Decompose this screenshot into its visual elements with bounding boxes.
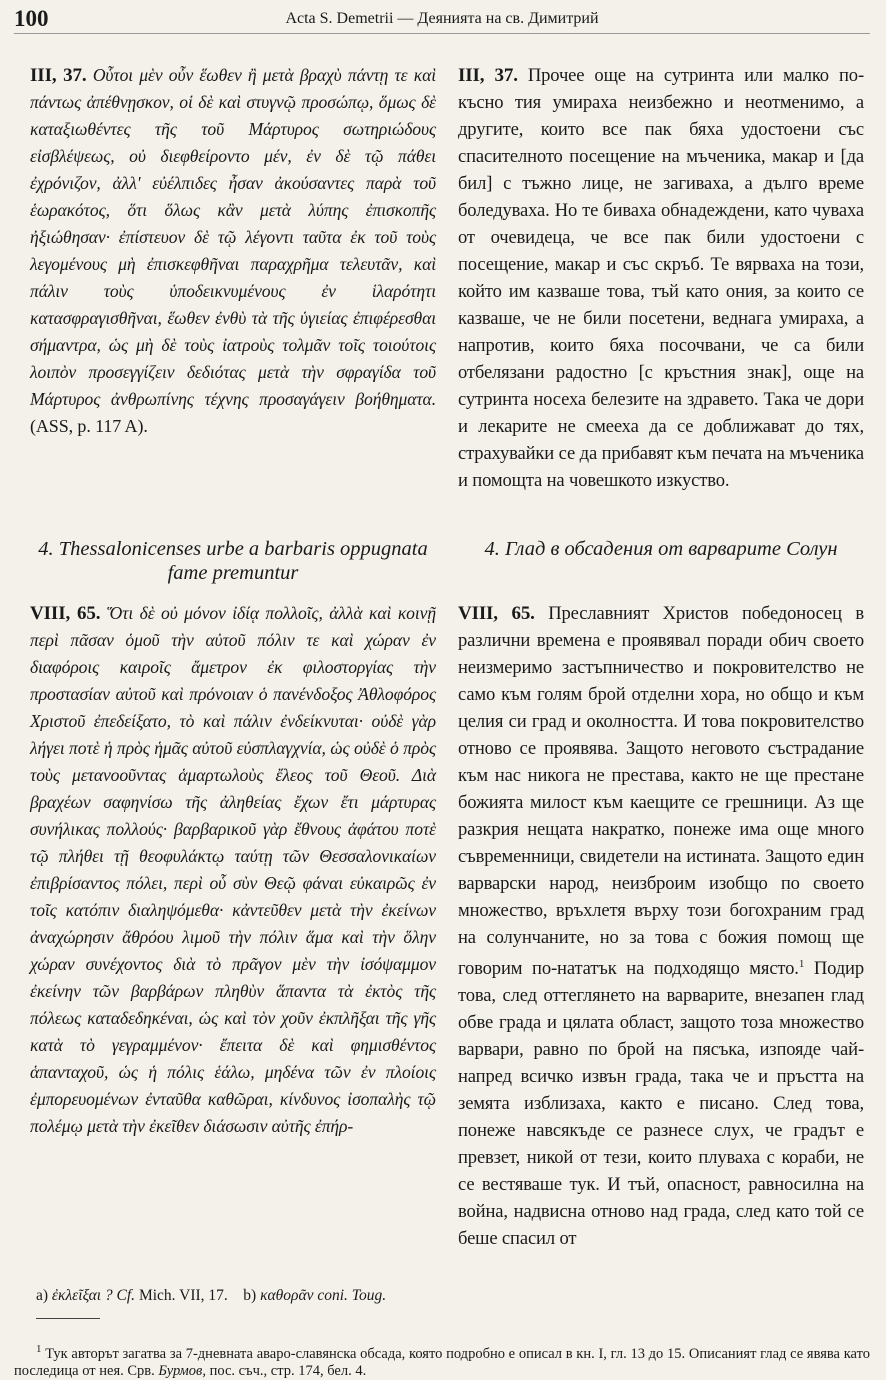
bulgarian-paragraph-iii-37: [458, 62, 864, 494]
footnote: [14, 1340, 870, 1380]
apparatus-label-a: a): [36, 1287, 48, 1304]
footnote-marker[interactable]: 1: [799, 958, 804, 970]
paragraph-text: Οὗτοι μὲν οὖν ἕωθεν ἢ μετὰ βραχὺ πάντῃ τε καὶ πάντως ἀπέθνῃσκον, οἱ δὲ καὶ στυγνῷ προσώπῳ, ὅμως δὲ καταξιωθέντες τῆς τοῦ Μάρτυρος σωτηριώδους εἰσβλέψεως, οὐ διεφθείροντο μέν, ἐν δὲ τῷ πάθει ἐχρόνιζον, ἀλλ' εὐέλπιδες ἦσαν ἀκούσαντες παρὰ τοῦ ἑωρακότος, ὅτι ὅλως κἂν μετὰ λύπης ἐπισκοπῆς ἠξιώθησαν· ἐπίστευον δὲ τῷ λέγοντι ταῦτα ἐκ τοῦ τοὺς λεγομένους μὴ ἐπισκεφθῆναι παραχρῆμα τελευτᾶν, καὶ πάλιν τοὺς ὑποδεικνυμένους ἐν ἱλαρότητι κατασφραγισθῆναι, ἕωθεν ἐνθὺ τὰ τῆς ὑγιείας ἐπιφέρεσθαι σήμαντρα, ὡς μὴ δὲ τοὺς ἰατροὺς τολμᾶν τοῖς τοιούτοις λοιπὸν προσεγγίζειν δεδιότας μετὰ τὴν σφραγίδα τοῦ Μάρτυρος ἀνθρωπίνης τέχνης προσαγάγειν βοήθηματα.: [30, 65, 436, 409]
critical-apparatus: [36, 1287, 386, 1305]
paragraph-number: VIII, 65.: [30, 603, 100, 624]
citation: (ASS, p. 117 A).: [30, 416, 148, 436]
paragraph-text-continued: Подир това, след оттеглянето на варварите, внезапен глад обве града и цялата област, защото тоза множество варвари, равно по брой на пясъка, изпояде чай-напред всичко извън града, така че и пръстта на земята изблизаха, както е писано. След това, понеже навсякъде се разнесе слух, че градът е превзет, никой от тези, които плуваха с кораби, не се вестяваше тук. И тъй, опасност, равносилна на война, надвисна отново над града, след като той се беше спасил от: [458, 958, 864, 1249]
apparatus-label-b: b): [243, 1287, 256, 1304]
greek-paragraph-iii-37: [30, 62, 436, 440]
apparatus-reading-b: καθορᾶν: [260, 1287, 313, 1304]
greek-paragraph-viii-65: [30, 600, 436, 1140]
apparatus-ref-b: Toug.: [352, 1287, 386, 1304]
footnote-text: Тук авторът загатва за 7-дневната аваро-славянска обсада, която подробно е описал в кн. I, гл. 13 до 15. Описаният глад се явява като последица от нея. Срв.: [14, 1345, 870, 1379]
apparatus-ref-a: Mich. VII, 17.: [139, 1287, 228, 1304]
apparatus-coni: coni.: [317, 1287, 348, 1304]
apparatus-cf: Cf.: [117, 1287, 136, 1304]
footnote-rule: [36, 1318, 100, 1319]
section-title-latin: 4. Thessalonicenses urbe a barbaris oppugnata fame premuntur: [30, 537, 436, 585]
apparatus-reading-a: ἐκλεῖξαι ?: [52, 1287, 113, 1304]
bulgarian-paragraph-viii-65: [458, 600, 864, 1252]
paragraph-number: III, 37.: [30, 65, 87, 86]
header-rule: [14, 33, 870, 34]
paragraph-text: Прочее още на сутринта или малко по-късно тия умираха неизбежно и неотменимо, а другите, които все пак бяха удостоени със спасителното посещение на мъченика, макар и [да бил] с тъжно лице, не загиваха, а дълго време боледуваха. Но те биваха обнадеждени, като чуваха от очевидеца, че все пак били удостоени с посещение, макар и със скръб. Те вярваха на този, който им казваше това, тъй като ония, за които се казваше, че не били посетени, веднага умираха, а напротив, които бяха посочвани, че са били отбелязани радостно [с кръстния знак], още на сутринта носеха белезите на здравето. Така че дори и лекарите не смееха да се доближават до тях, страхувайки се да прибавят към печата на мъченика и помощта на човешкото изкуство.: [458, 65, 864, 491]
footnote-number: 1: [36, 1343, 42, 1355]
paragraph-text: Преславният Христов победоносец в различни времена е проявявал поради обич своето неизмеримо застъпничество и покровителство не само към голям брой отделни хора, но общо и към целия си град и околността. И това покровителство отново се проявява. Защото неговото състрадание към нас никога не престава, както не ще престане божията милост към каещите се грешници. Аз ще разкрия нещата накратко, понеже има още много съвременници, свидетели на истината. Защото един варварски народ, неизброим изобщо по своето множество, връхлетя върху този богохраним град на солунчаните, но за това с божия помощ ще говорим по-нататък на подходящо място.: [458, 603, 864, 979]
footnote-tail: пос. съч., стр. 174, бел. 4.: [210, 1363, 367, 1379]
page-number: 100: [14, 6, 49, 32]
paragraph-number: III, 37.: [458, 65, 518, 86]
footnote-author: Бурмов,: [158, 1363, 206, 1379]
running-head: Acta S. Demetrii — Деянията на св. Димитрий: [14, 10, 870, 28]
page-header: [14, 6, 870, 32]
paragraph-number: VIII, 65.: [458, 603, 535, 624]
paragraph-text: Ὅτι δὲ οὐ μόνον ἰδίᾳ πολλοῖς, ἀλλὰ καὶ κοινῇ περὶ πᾶσαν ὁμοῦ τὴν αὐτοῦ πόλιν τε καὶ χώραν ἐν διαφόροις καιροῖς ἄμετρον ἐκ φιλοστοργίας τὴν προστασίαν αὐτοῦ καὶ πρόνοιαν ὁ πανένδοξος Ἀθλοφόρος Χριστοῦ ἐπεδείξατο, τὸ καὶ πάλιν ἐνδείκνυται· οὐδὲ γὰρ λήγει ποτὲ ἡ πρὸς ἡμᾶς αὐτοῦ εὐσπλαγχνία, ὡς οὐδὲ ὁ πρὸς τοὺς μετανοοῦντας ἁμαρτωλοὺς ἔλεος τοῦ Θεοῦ. Διὰ βραχέων σαφηνίσω τῆς ἀληθείας ἔχων ἔτι μάρτυρας συνήλικας πολλούς· βαρβαρικοῦ γὰρ ἔθνους ἀφάτου ποτὲ τῷ πλήθει τῇ θεοφυλάκτῳ ταύτῃ τῶν Θεσσαλονικαίων ἐπιβρίσαντος πόλει, περὶ οὗ σὺν Θεῷ φάναι εὐκαιρῶς ἐν τοῖς κατόπιν διαληψόμεθα· κἀντεῦθεν μετὰ τὴν ἐκείνων ἀναχώρησιν ἄθρόου λιμοῦ τὴν πόλιν ἅμα καὶ τὴν ὅλην χώραν συνέχοντος διὰ τὸ πρᾶγον μὲν τὴν ἰσόψαμμον ἐκείνην τῶν βαρβάρων πληθὺν ἅπαντα τὰ ἐκτὸς τῆς πόλεως καταδεδηκέναι, ὡς καὶ τὸν χοῦν ἐκπλῆξαι τῆς γῆς κατὰ τὸ γεγραμμένον· ἔπειτα δὲ καὶ φημισθέντος ἁπανταχοῦ, ὡς ἡ πόλις ἑάλω, μηδένα τῶν ἐν πλοίοις ἐμπορευομένων ἐνταῦθα καθῶραι, κίνδυνος ἰσοπαλὴς τῷ πολέμῳ μετὰ τὴν ἐκεῖθεν διάσωσιν αὐτῆς ἐπήρ-: [30, 603, 436, 1136]
section-title-bulgarian: 4. Глад в обсадения от варварите Солун: [458, 537, 864, 561]
